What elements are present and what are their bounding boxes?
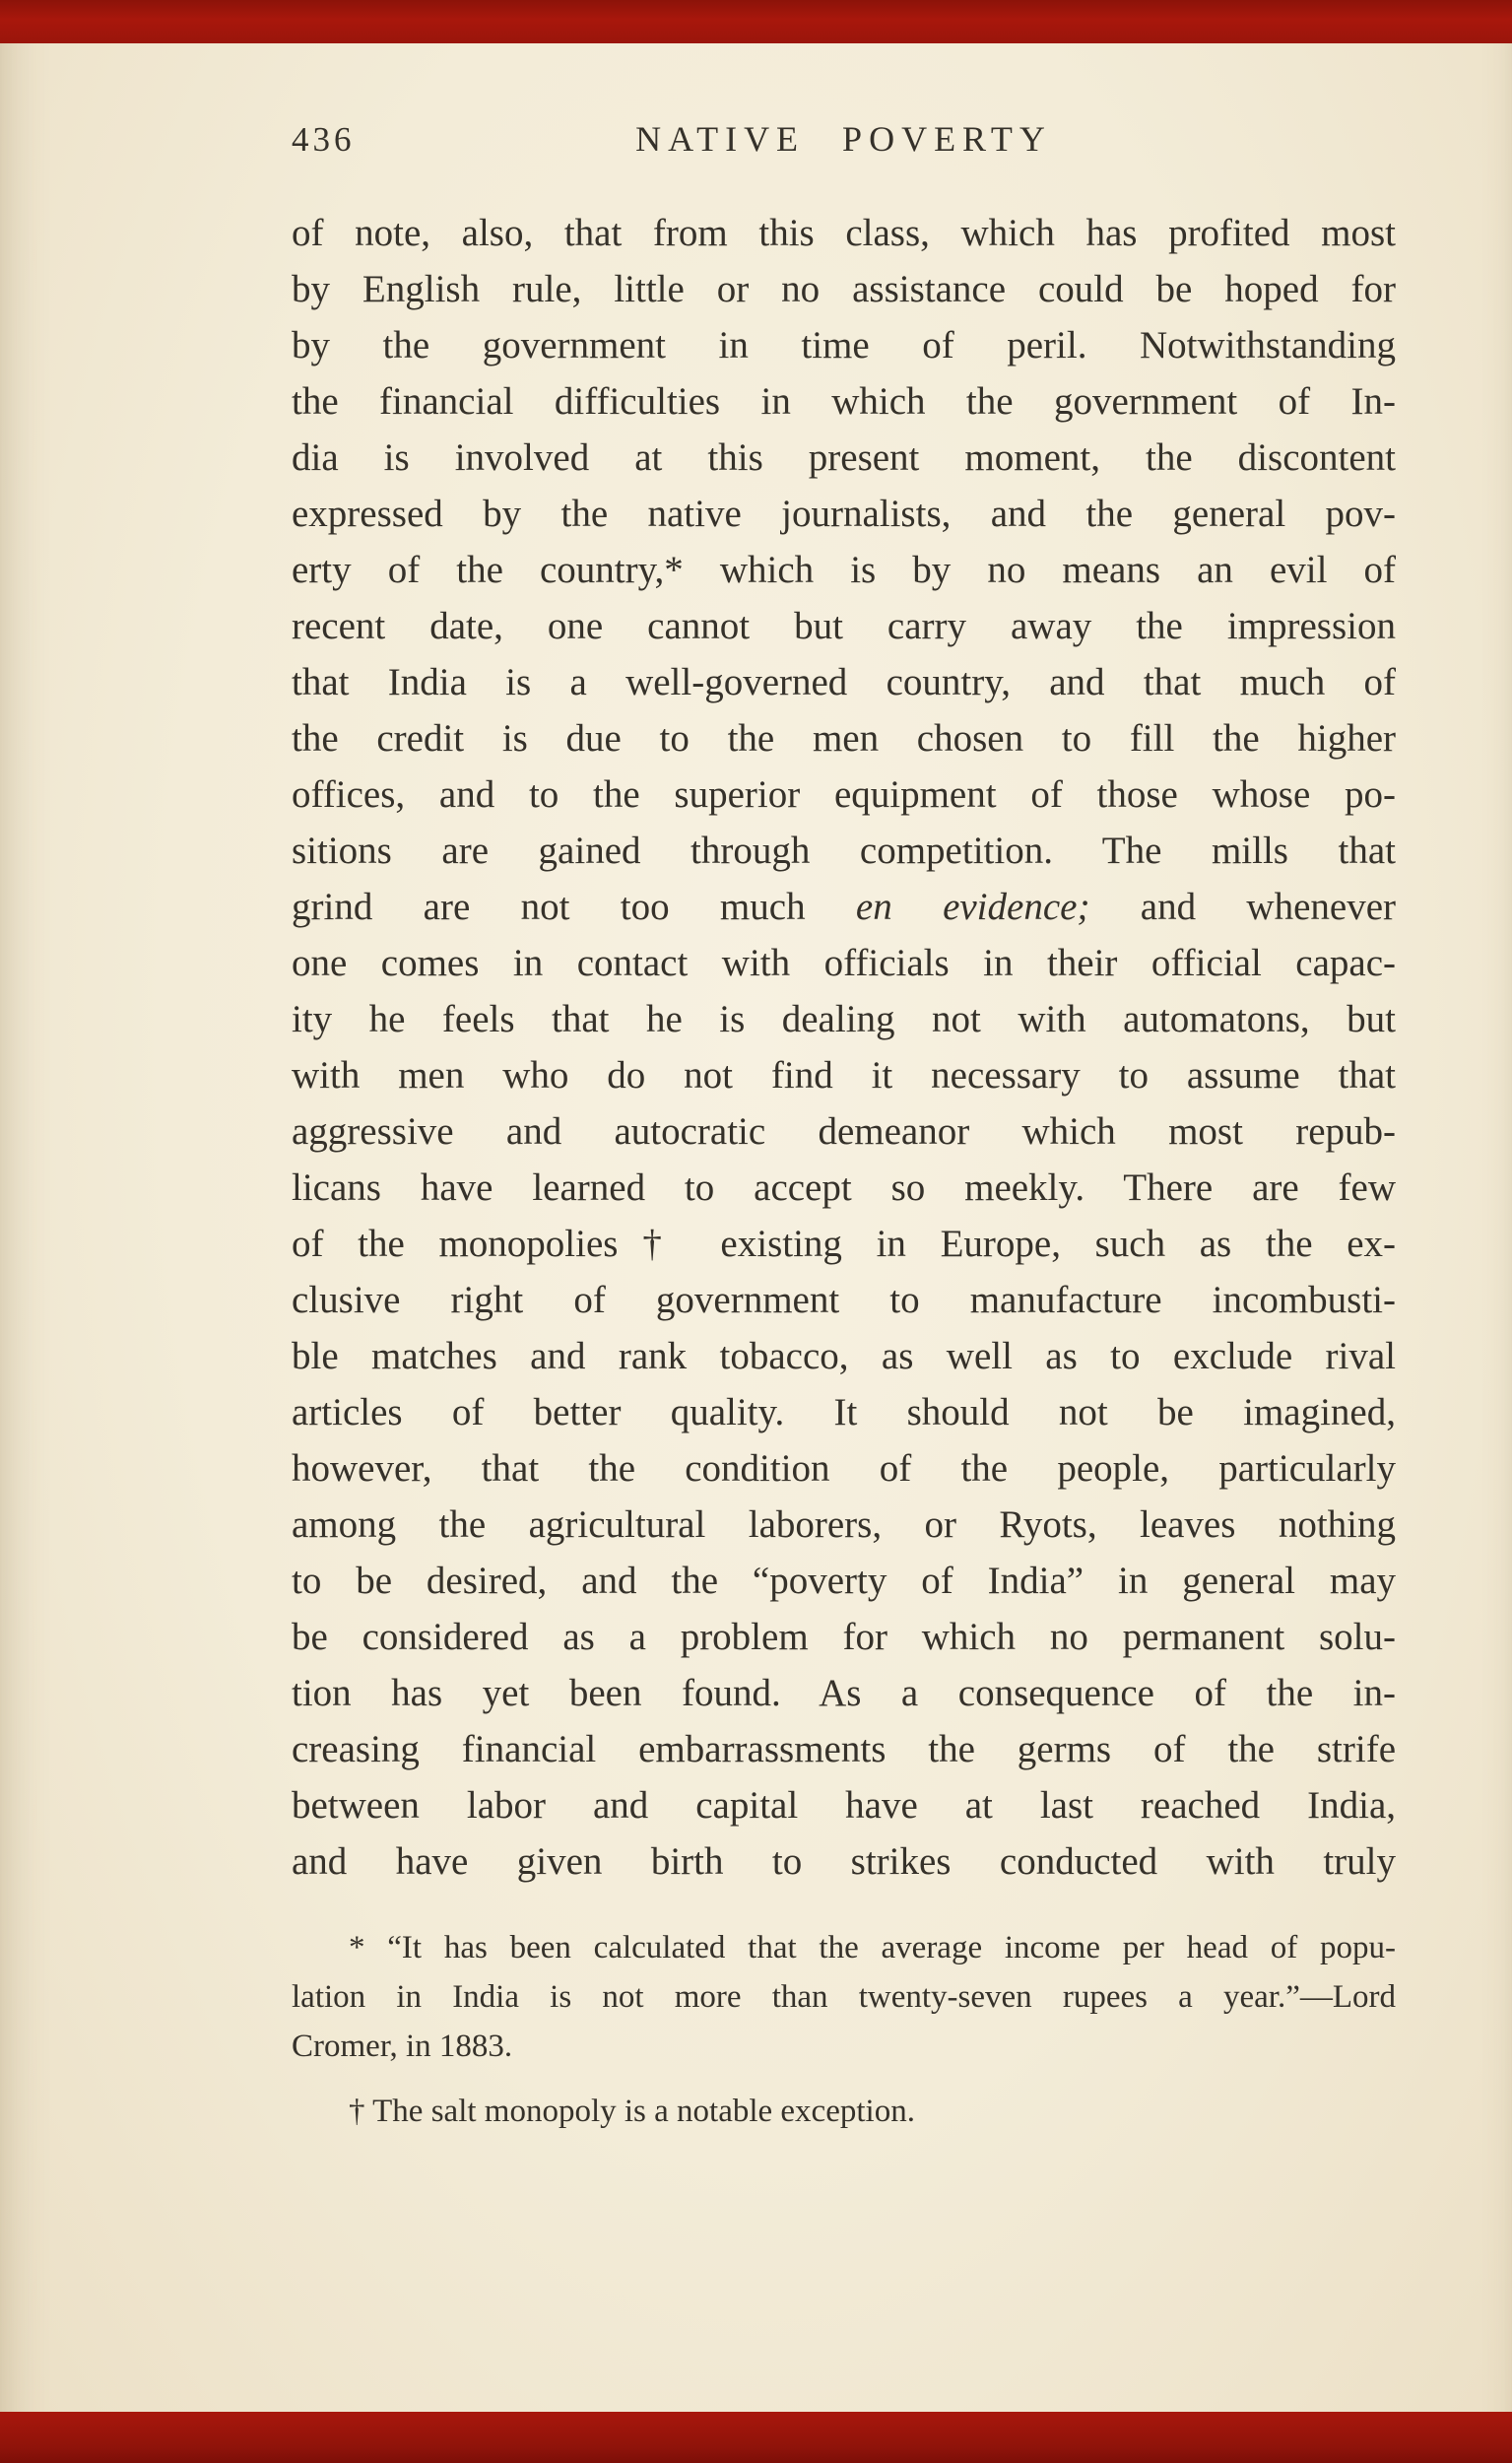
text-line: recent date, one cannot but carry away the impression — [292, 605, 1396, 647]
text-line: by English rule, little or no assistance could be hoped for — [292, 268, 1396, 310]
text-line: grind are not too much en evidence; and whenever — [292, 886, 1396, 928]
footnote — [292, 2087, 1396, 2136]
text-line: creasing financial embarrassments the germs of the strife — [292, 1728, 1396, 1770]
text-line: articles of better quality. It should not be imagined, — [292, 1391, 1396, 1433]
text-line: ble matches and rank tobacco, as well as to exclude rival — [292, 1335, 1396, 1377]
text-line: to be desired, and the “poverty of India” in general may — [292, 1560, 1396, 1602]
text-line: offices, and to the superior equipment of those whose po- — [292, 773, 1396, 816]
text-line: with men who do not find it necessary to assume that — [292, 1054, 1396, 1097]
text-line: be considered as a problem for which no permanent solu- — [292, 1616, 1396, 1658]
bottom-binding-bar — [0, 2412, 1512, 2463]
text-line: clusive right of government to manufacture incombusti- — [292, 1279, 1396, 1321]
text-line: † The salt monopoly is a notable exception. — [349, 2094, 915, 2129]
text-line: the financial difficulties in which the government of In- — [292, 380, 1396, 423]
text-line: * “It has been calculated that the average income per head of popu- — [349, 1930, 1396, 1965]
text-line: however, that the condition of the people, particularly — [292, 1447, 1396, 1490]
text-line: tion has yet been found. As a consequence of the in- — [292, 1672, 1396, 1714]
page-content — [292, 0, 1396, 2136]
text-line: expressed by the native journalists, and the general pov- — [292, 493, 1396, 535]
text-line: between labor and capital have at last reached India, — [292, 1784, 1396, 1827]
text-line: ity he feels that he is dealing not with automatons, but — [292, 998, 1396, 1040]
text-line: dia is involved at this present moment, the discontent — [292, 436, 1396, 479]
text-line: aggressive and autocratic demeanor which most repub- — [292, 1110, 1396, 1153]
text-line: of note, also, that from this class, which has profited most — [292, 212, 1396, 254]
text-line: that India is a well-governed country, and that much of — [292, 661, 1396, 703]
text-line: lation in India is not more than twenty-seven rupees a year.”—Lord — [292, 1979, 1396, 2015]
footnote — [292, 1923, 1396, 2071]
page-number: 436 — [292, 120, 356, 159]
text-line: and have given birth to strikes conducted with truly — [292, 1840, 1396, 1883]
text-line: licans have learned to accept so meekly. There are few — [292, 1166, 1396, 1209]
text-line: the credit is due to the men chosen to fill the higher — [292, 717, 1396, 760]
text-line: one comes in contact with officials in their official capac- — [292, 942, 1396, 984]
body-text — [292, 205, 1396, 1890]
text-line: Cromer, in 1883. — [292, 2029, 513, 2064]
text-line: by the government in time of peril. Notwithstanding — [292, 324, 1396, 366]
running-head: NATIVE POVERTY — [635, 119, 1052, 159]
text-line: sitions are gained through competition. The mills that — [292, 830, 1396, 872]
text-line: of the monopolies† existing in Europe, such as the ex- — [292, 1223, 1396, 1265]
footnotes — [292, 1923, 1396, 2136]
text-line: among the agricultural laborers, or Ryots, leaves nothing — [292, 1503, 1396, 1546]
page-header — [292, 114, 1396, 166]
text-line: erty of the country,* which is by no means an evil of — [292, 549, 1396, 591]
